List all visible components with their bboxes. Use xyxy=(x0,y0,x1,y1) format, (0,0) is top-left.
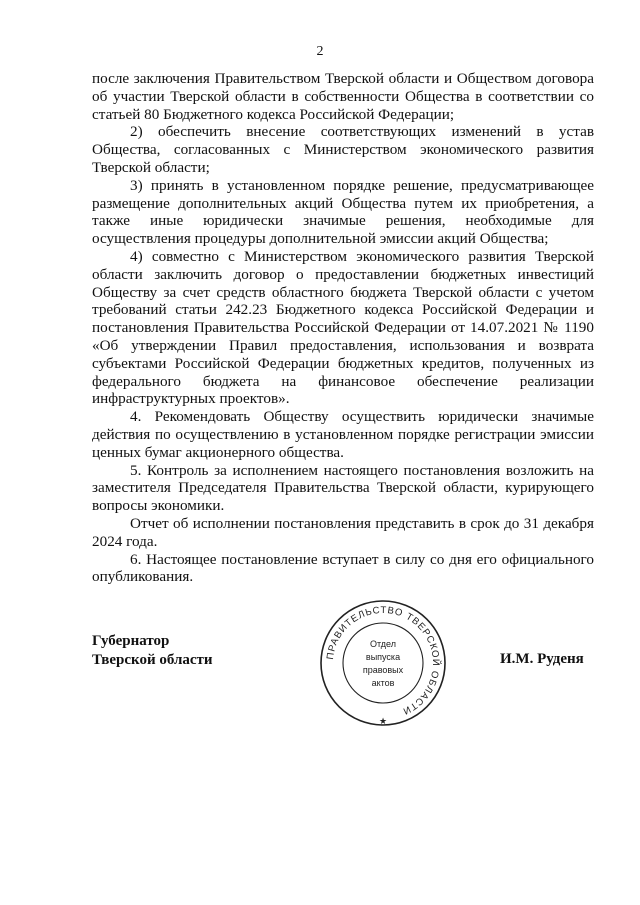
paragraph-item-2: 2) обеспечить внесение соответствующих изменений в устав Общества, согласованных с Министерством экономического развития Тверской области; xyxy=(92,123,594,176)
paragraph-item-3: 3) принять в установленном порядке решение, предусматривающее размещение дополнительных акций Общества путем их приобретения, а также иные юридически значимые решения, необходимые для осуществления процедуры дополнительной эмиссии акций Общества; xyxy=(92,176,594,248)
stamp-outer-ring xyxy=(321,601,445,725)
official-stamp xyxy=(318,598,448,728)
paragraph-clause-4: 4. Рекомендовать Обществу осуществить юридически значимые действия по осуществлению в установленном порядке регистрации эмиссии ценных бумаг акционерного общества. xyxy=(92,408,594,461)
paragraph-clause-5: 5. Контроль за исполнением настоящего постановления возложить на заместителя Председателя Правительства Тверской области, курирующего вопросы экономики. xyxy=(92,461,594,515)
stamp-star-icon: ★ xyxy=(378,717,388,727)
paragraph-report-deadline: Отчет об исполнении постановления представить в срок до 31 декабря 2024 года. xyxy=(92,514,594,550)
signatory-position xyxy=(92,632,213,670)
document-body xyxy=(92,70,594,586)
paragraph-continuation: после заключения Правительством Тверской области и Обществом договора об участии Тверской области в собственности Общества в соответствии со статьей 80 Бюджетного кодекса Российской Федерации; xyxy=(92,70,594,123)
stamp-center-line: актов xyxy=(371,678,395,688)
paragraph-clause-6: 6. Настоящее постановление вступает в силу со дня его официального опубликования. xyxy=(92,550,594,586)
stamp-center-text xyxy=(363,639,404,688)
stamp-center-line: правовых xyxy=(362,665,404,675)
stamp-ring-text: ПРАВИТЕЛЬСТВО ТВЕРСКОЙ ОБЛАСТИ xyxy=(325,604,442,717)
signatory-name: И.М. Руденя xyxy=(500,651,584,667)
stamp-inner-ring xyxy=(343,623,423,703)
page-number: 2 xyxy=(316,44,324,59)
signatory-title: Губернатор xyxy=(92,633,170,649)
stamp-center-line: Отдел xyxy=(369,639,397,649)
signatory-region: Тверской области xyxy=(92,652,213,668)
paragraph-item-4-subitem: 4) совместно с Министерством экономического развития Тверской области заключить договор о предоставлении бюджетных инвестиций Обществу за счет средств областного бюджета Тверской области с учетом требований статьи 242.23 Бюджетного кодекса Российской Федерации и постановления Правительства Российской Федерации от 14.07.2021 № 1190 «Об утверждении Правил предоставления, использования и возврата субъектами Российской Федерации бюджетных кредитов, полученных из федерального бюджета на финансовое обеспечение реализации инфраструктурных проектов». xyxy=(92,247,594,408)
stamp-center-line: выпуска xyxy=(365,652,401,662)
